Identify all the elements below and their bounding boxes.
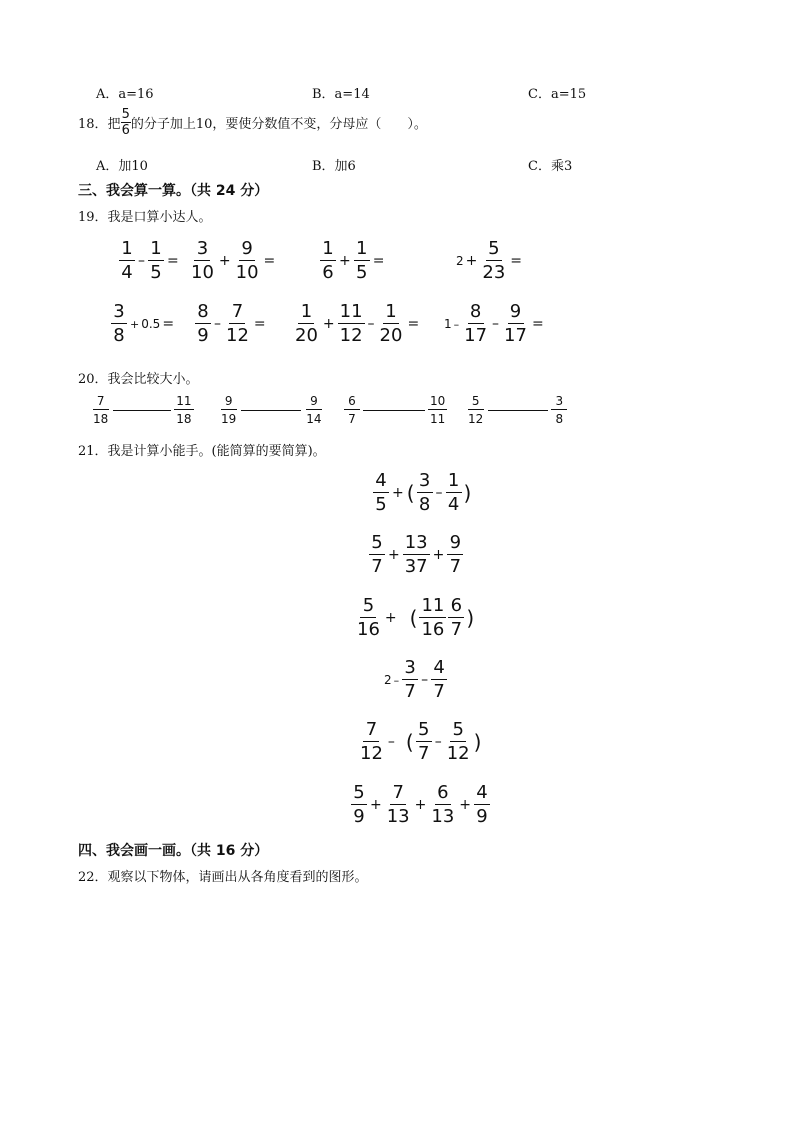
fraction: $\frac{4}{5}$ — [373, 472, 389, 514]
q21-expr-1: $\frac{4}{5}$ + ( $\frac{3}{8}$ – $\frac{1}{4}$ ) — [372, 472, 472, 514]
q20-compare-2 — [218, 395, 325, 425]
fraction: $\frac{6}{7}$ — [344, 395, 360, 425]
fraction: $\frac{3}{7}$ — [402, 659, 418, 701]
fraction: $\frac{5}{12}$ — [468, 394, 484, 426]
fraction: $\frac{7}{13}$ — [386, 782, 410, 827]
q17-option-c: C．a=15 — [528, 87, 587, 102]
fraction: $\frac{4}{9}$ — [474, 784, 490, 826]
answer-blank[interactable] — [113, 410, 171, 411]
q20-title: 20．我会比较大小。 — [78, 372, 199, 387]
fraction: $\frac{1}{4}$ — [119, 240, 135, 282]
q19-item-1: $\frac{1}{4}$ – $\frac{1}{5}$ = — [118, 240, 181, 282]
fraction: $\frac{5}{23}$ — [482, 238, 506, 283]
q19-title: 19．我是口算小达人。 — [78, 210, 212, 225]
q17-option-a: A．a=16 — [96, 87, 154, 102]
fraction: $\frac{5}{7}$ — [369, 534, 385, 576]
fraction: $\frac{10}{11}$ — [430, 394, 446, 426]
fraction: $\frac{13}{37}$ — [404, 532, 428, 577]
q18-option-a: A．加10 — [96, 159, 148, 174]
fraction: $\frac{5}{16}$ — [357, 595, 380, 640]
q18-option-b: B．加6 — [312, 159, 356, 174]
q18-post: 的分子加上10，要使分数值不变，分母应（ ）。 — [130, 117, 427, 132]
fraction: $\frac{3}{10}$ — [191, 238, 214, 283]
q20-compare-1 — [90, 395, 195, 425]
fraction: $\frac{7}{12}$ — [226, 301, 249, 346]
q19-item-6: $\frac{8}{9}$ – $\frac{7}{12}$ = — [194, 303, 268, 345]
fraction: $\frac{1}{4}$ — [446, 472, 462, 514]
q19-item-3: $\frac{1}{6}$ + $\frac{1}{5}$ = — [319, 240, 386, 282]
q19-item-7: $\frac{1}{20}$ + $\frac{11}{12}$ – $\frac{1}{20}$ = — [295, 301, 420, 346]
fraction: $\frac{3}{8}$ — [551, 395, 567, 425]
q18-question — [78, 108, 427, 137]
fraction: $\frac{11}{12}$ — [339, 301, 363, 346]
fraction: $\frac{9}{17}$ — [504, 301, 527, 346]
q22-title: 22．观察以下物体，请画出从各角度看到的图形。 — [78, 870, 368, 885]
fraction: $\frac{6}{13}$ — [431, 782, 455, 827]
fraction: $\frac{1}{5}$ — [148, 240, 164, 282]
q18-pre: 把 — [107, 117, 121, 132]
q21-expr-3: $\frac{5}{16}$ + ( $\frac{11}{16}$ $\frac{6}{7}$ ) — [357, 595, 475, 640]
fraction: $\frac{5}{7}$ — [416, 721, 432, 763]
fraction: $\frac{11}{18}$ — [176, 394, 192, 426]
fraction: $\frac{11}{16}$ — [421, 595, 445, 640]
fraction: $\frac{8}{9}$ — [195, 303, 211, 345]
q19-item-8: 1 – $\frac{8}{17}$ – $\frac{9}{17}$ = — [444, 301, 544, 346]
q21-expr-6: $\frac{5}{9}$ + $\frac{7}{13}$ + $\frac{6}{13}$ + $\frac{4}{9}$ — [350, 784, 491, 826]
q20-compare-3 — [343, 395, 448, 425]
answer-blank[interactable] — [363, 410, 425, 411]
fraction: $\frac{7}{12}$ — [360, 719, 383, 764]
q19-item-2: $\frac{3}{10}$ + $\frac{9}{10}$ = — [191, 238, 276, 283]
fraction: $\frac{6}{7}$ — [448, 597, 464, 639]
fraction: $\frac{5}{9}$ — [351, 784, 367, 826]
fraction: $\frac{1}{5}$ — [354, 240, 370, 282]
section3-heading: 三、我会算一算。（共 24 分） — [78, 183, 269, 199]
section4-heading: 四、我会画一画。（共 16 分） — [78, 843, 269, 859]
q20-compare-4 — [465, 395, 568, 425]
fraction: $\frac{1}{6}$ — [320, 240, 336, 282]
fraction: $\frac{9}{10}$ — [235, 238, 259, 283]
fraction: $\frac{7}{18}$ — [93, 394, 109, 426]
answer-blank[interactable] — [241, 410, 301, 411]
q21-expr-5: $\frac{7}{12}$ – ( $\frac{5}{7}$ – $\frac{5}{12}$ ) — [360, 719, 482, 764]
q19-item-4: 2 + $\frac{5}{23}$ = — [456, 238, 523, 283]
q21-expr-4: 2 – $\frac{3}{7}$ – $\frac{4}{7}$ — [384, 659, 448, 701]
answer-blank[interactable] — [488, 410, 548, 411]
fraction: $\frac{9}{14}$ — [306, 394, 322, 426]
q18-fraction: 5 6 — [121, 107, 130, 138]
fraction: $\frac{9}{7}$ — [447, 534, 463, 576]
q17-option-b: B．a=14 — [312, 87, 370, 102]
fraction: $\frac{1}{20}$ — [379, 301, 403, 346]
fraction: $\frac{3}{8}$ — [417, 472, 433, 514]
q21-expr-2: $\frac{5}{7}$ + $\frac{13}{37}$ + $\frac{9}{7}$ — [368, 534, 464, 576]
fraction: $\frac{5}{12}$ — [446, 719, 470, 764]
q18-number: 18． — [78, 117, 108, 132]
fraction: $\frac{9}{19}$ — [221, 394, 237, 426]
fraction: $\frac{1}{20}$ — [295, 301, 318, 346]
fraction: $\frac{4}{7}$ — [431, 659, 447, 701]
q18-option-c: C．乘3 — [528, 159, 573, 174]
fraction: $\frac{3}{8}$ — [111, 303, 127, 345]
fraction: $\frac{8}{17}$ — [464, 301, 488, 346]
q21-title: 21．我是计算小能手。(能简算的要简算)。 — [78, 444, 326, 459]
q19-item-5: $\frac{3}{8}$ + 0.5 = — [110, 303, 176, 345]
